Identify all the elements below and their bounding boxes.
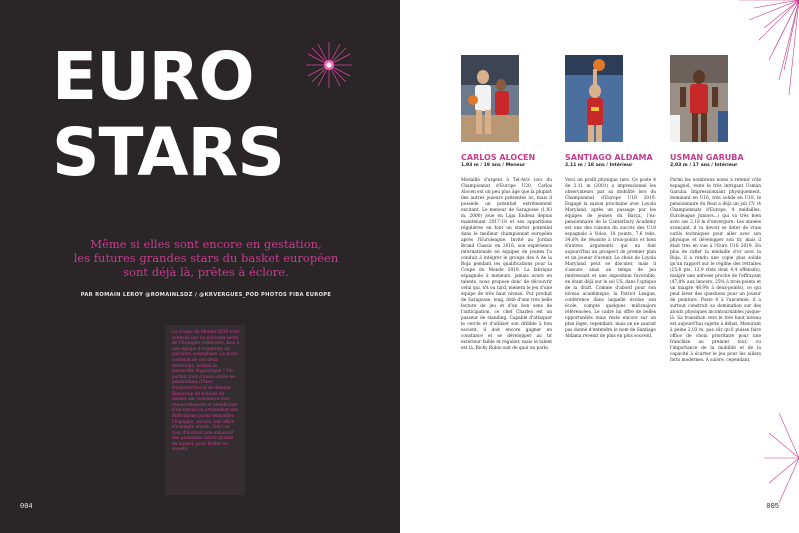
player-photo-1 bbox=[461, 55, 519, 142]
right-page bbox=[400, 0, 799, 533]
player-text-3: Parmi les nombreux noms à retenir côté espagnol, reste le très intrigant Usman Garuba. Impressionnant physiquement, dominant en U16, très solide en U18, le pensionnaire du Real a déjà un joli CV (4 Championnats d'Europe, 4 médailles, Euroleague Juniors...) qui va très bien avec ses 2,18 m d'envergure. Les années avançant, il va devoir se doter de vrais outils techniques pour aller avec son physique et développer son tir, mais il était très en vue à l'Euro U18 2019. En plus de rafler la médaille d'or avec la Roja, il a rendu une copie plus solide qu'un rapport sur le régime des retraites (15,6 pts, 12,9 rbds dont 4,4 offensifs), malgré une adresse proche de l'effrayant (47,8% aux lancers, 25% à trois-points et un maigre 48,9% à deux-points), ce qui peut lever des questions pour un joueur de peinture. Poste 4 à l'ancienne, il a surtout construit sa domination sur des atouts physiques incontournables jusque-là. Sa transition vers le très haut niveau est aujourd'hui sujette à débat. Mesurant à peine 2,03 m, pas sûr qu'il puisse faire office de choix prioritaire pour une franchise au premier tour, vu l'importance de la mobilité et de la capacité à écarter le jeu pour les ailiers forts modernes. À suivre, cependant. bbox=[670, 178, 761, 363]
page-number-right: 005 bbox=[766, 503, 779, 511]
intro-text: La Coupe du Monde 2019 s'est achevée par un nouveau sacre de l'Espagne (tribiscée), face à une équipe d'Argentine au parcours exemplaire. Le point commun de ces deux sélections, hormis la passerelle linguistique ? Un parfait trait d'union entre les générations d'hier, d'aujourd'hui et de demain. Beaucoup de nations du basket ont commencé leur renouvellement et bénéficient d'un travail en profondeur des fédérations parmi lesquelles l'Espagne, encore, fait office d'exemple absolu. Voici un tour d'horizon non-exhaustif des probables futurs grands du basket, pour briller en société. bbox=[172, 330, 240, 453]
title-line-2: STARS bbox=[52, 114, 284, 191]
subtitle bbox=[56, 237, 356, 279]
player-stats-1: 1,93 m / 19 ans / Meneur bbox=[461, 163, 526, 168]
player-stats-3: 2,03 m / 17 ans / Intérieur bbox=[670, 163, 738, 168]
title-line-1: EURO bbox=[52, 38, 254, 115]
byline: PAR ROMAIN LEROY @ROMAINLSDZ / @KRVERGUES_POD PHOTOS FIBA EUROPE bbox=[80, 292, 332, 298]
player-text-1: Médaillé d'argent à Tel-Aviv lors du Championnat d'Europe U20, Carlos Alocen est un peu plus âgé que la plupart des autres joueurs présentés ici, mais il possède un potentiel extrêmement excitant. Le meneur de Saragosse (1,93 m, 2000) joue en Liga Endesa depuis maintenant 2017-18 et ses apparitions régulières en font un starter potentiel dans le meilleur championnat européen après l'Euroleague. Invité au Jordan Brand Classic en 2016, son expérience internationale en équipes de jeunes l'a conduit à intégrer le groupe des A de la Roja pendant les qualifications pour la Coupe du Monde 2019. La fabrique espagnole à meneurs, jamais avare en talents, nous propose donc de découvrir celui qui, tôt ou tard, mènera le jeu d'une équipe de très haut niveau. Pur produit de Saragosse, long, doté d'une très belle lecture de jeu et d'un bon sens de l'anticipation, ce chef Charles est un passeur de standing. Capable d'attaquer le cercle et d'utiliser son dribble à bon escient, il doit encore gagner en constance et se développer au tir extérieur faible et régulier, mais le talent est là. Ricky Rubio sait de quoi on parle. bbox=[461, 178, 552, 351]
player-name-3: USMAN GARUBA bbox=[670, 153, 744, 162]
decorative-rays-bottom bbox=[759, 413, 799, 503]
player-name-2: SANTIAGO ALDAMA bbox=[565, 153, 653, 162]
subtitle-line-3: sont déjà là, prêtes à éclore. bbox=[123, 265, 289, 279]
subtitle-line-1: Même si elles sont encore en gestation, bbox=[90, 237, 322, 251]
subtitle-line-2: les futures grandes stars du basket européen bbox=[73, 251, 339, 265]
player-photo-3 bbox=[670, 55, 728, 142]
player-name-1: CARLOS ALOCEN bbox=[461, 153, 536, 162]
sparkle-star-icon bbox=[306, 42, 352, 88]
player-text-2: Voici un profil physique rare. Ce poste 4 de 2,11 m (2001) a impressionné les observateurs par sa mobilité lors du Championnat d'Europe U18 2019. Engagé la saison prochaine avec Loyola Maryland, après un passage par les équipes de jeunes du Barça, l'ex-pensionnaire de la Canterbury Academy est une des raisons du succès des U18 espagnols à Volos. 18 points, 7,6 rebs, 34,8% de réussite à trois-points et bien d'autres arguments qui en font aujourd'hui un prospect de premier plan et un joueur d'avenir. Le choix de Loyola Maryland peut se discuter, mais il s'assure ainsi un temps de jeu intéressant et une exposition favorable, en étant déjà sur le sol US, dans l'optique de la draft. Comme d'abord pour son niveau académique, la Patriot League, conférence dans laquelle évolue son école, compte quelques mid-majors référencées. Le cadre lui offre de belles opportunités mais reste encore sur un plan léger, cependant, mais on ne saurait pas donné d'entendre le nom de Santiago Aldama revenir de plus en plus souvent. bbox=[565, 178, 656, 339]
player-stats-2: 2,11 m / 18 ans / Intérieur bbox=[565, 163, 633, 168]
player-photo-2 bbox=[565, 55, 623, 142]
page-number-left: 004 bbox=[20, 503, 33, 511]
